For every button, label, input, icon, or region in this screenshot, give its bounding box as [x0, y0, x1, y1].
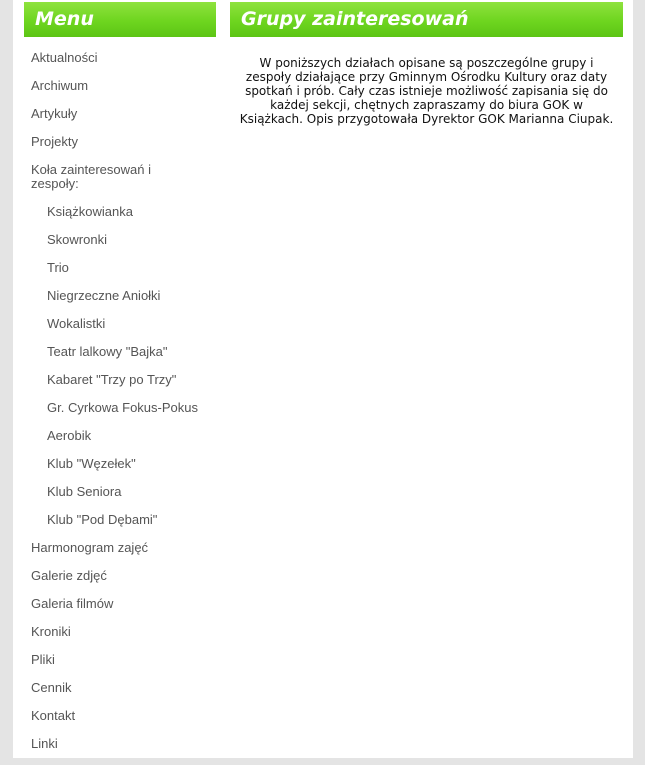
sidebar-item-artykuly[interactable]: Artykuły [31, 106, 78, 121]
sidebar-subitem-klub-pod-debami[interactable]: Klub "Pod Dębami" [47, 512, 158, 527]
sidebar-subitem-grupa-cyrkowa[interactable]: Gr. Cyrkowa Fokus-Pokus [47, 400, 198, 415]
sidebar-subitem-niegrzeczne-aniolki[interactable]: Niegrzeczne Aniołki [47, 288, 161, 303]
sidebar-subitem-wokalistki[interactable]: Wokalistki [47, 316, 106, 331]
sidebar-item-cennik[interactable]: Cennik [31, 680, 72, 695]
page-title: Grupy zainteresowań [230, 2, 623, 37]
sidebar-title: Menu [24, 2, 216, 37]
sidebar-item-archiwum[interactable]: Archiwum [31, 78, 89, 93]
intro-paragraph: W poniższych działach opisane są poszczególne grupy i zespoły działające przy Gminnym Ośrodku Kultury oraz daty spotkań i prób. Cały czas istnieje możliwość zapisania się do każdej sekcji, chętnych zapraszamy do biura GOK w Książkach. Opis przygotowała Dyrektor GOK Marianna Ciupak. [239, 56, 614, 126]
sidebar-item-pliki[interactable]: Pliki [31, 652, 55, 667]
sidebar-subitem-klub-wezelek[interactable]: Klub "Węzełek" [47, 456, 136, 471]
sidebar-item-galeria-filmow[interactable]: Galeria filmów [31, 596, 114, 611]
sidebar-subitem-teatr-lalkowy[interactable]: Teatr lalkowy "Bajka" [47, 344, 168, 359]
sidebar-item-kroniki[interactable]: Kroniki [31, 624, 71, 639]
page-container [13, 0, 633, 758]
sidebar-subitem-aerobik[interactable]: Aerobik [47, 428, 92, 443]
sidebar [24, 2, 216, 765]
main-content [230, 2, 623, 126]
sidebar-item-kola-zainteresowan[interactable]: Koła zainteresowań i zespoły: [31, 162, 151, 191]
sidebar-item-projekty[interactable]: Projekty [31, 134, 78, 149]
sidebar-menu [24, 51, 216, 751]
sidebar-item-galerie-zdjec[interactable]: Galerie zdjęć [31, 568, 107, 583]
sidebar-subitem-ksiazkowianka[interactable]: Książkowianka [47, 204, 133, 219]
sidebar-item-aktualnosci[interactable]: Aktualności [31, 50, 98, 65]
sidebar-subitem-skowronki[interactable]: Skowronki [47, 232, 107, 247]
sidebar-subitem-trio[interactable]: Trio [47, 260, 69, 275]
sidebar-item-linki[interactable]: Linki [31, 736, 58, 751]
sidebar-item-harmonogram[interactable]: Harmonogram zajęć [31, 540, 149, 555]
sidebar-subitem-kabaret[interactable]: Kabaret "Trzy po Trzy" [47, 372, 177, 387]
sidebar-item-kontakt[interactable]: Kontakt [31, 708, 76, 723]
sidebar-subitem-klub-seniora[interactable]: Klub Seniora [47, 484, 122, 499]
